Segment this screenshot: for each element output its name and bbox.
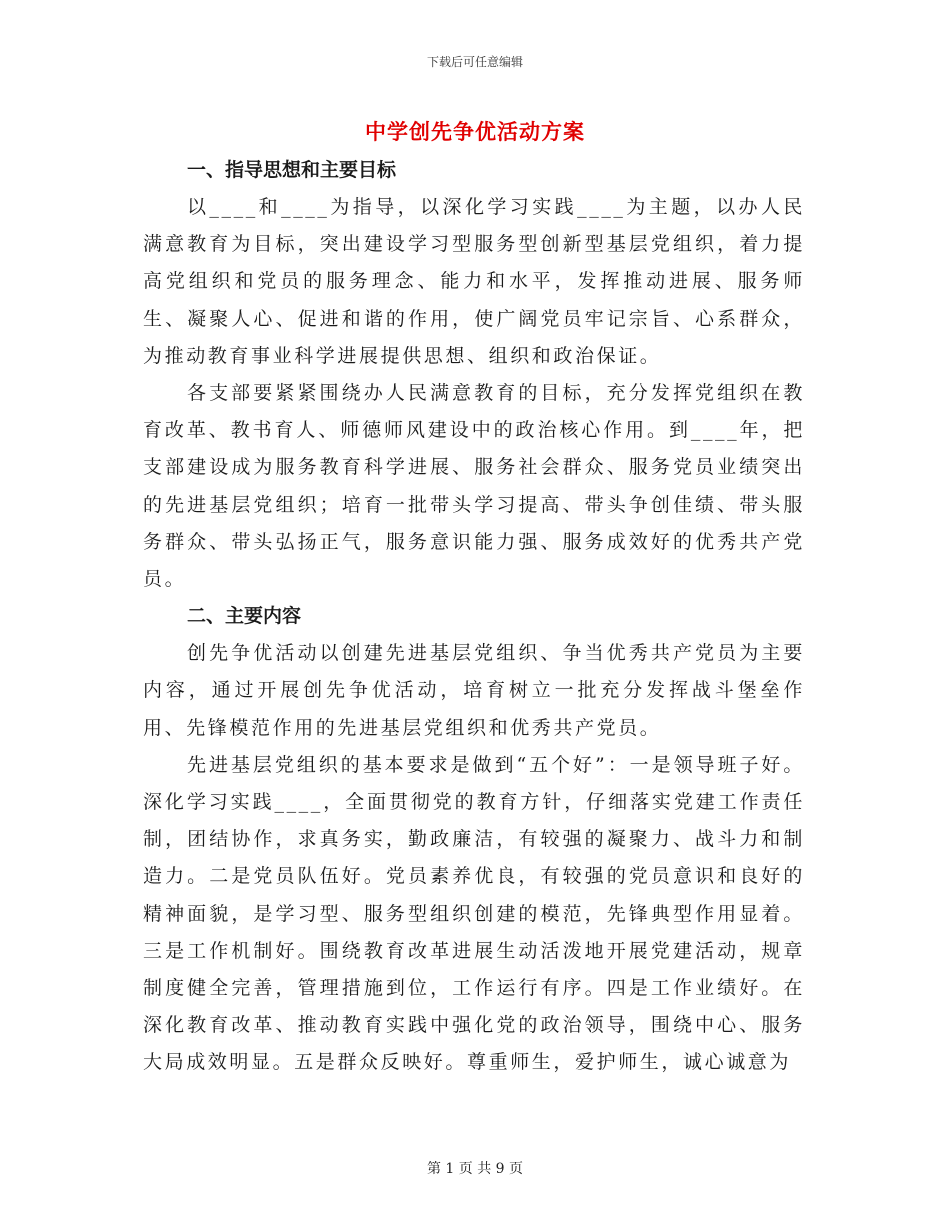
document-body: [143, 152, 805, 1082]
paragraph: 先进基层党组织的基本要求是做到“五个好”：一是领导班子好。深化学习实践____，全面贯彻党的教育方针，仔细落实党建工作责任制，团结协作，求真务实，勤政廉洁，有较强的凝聚力、战斗力和制造力。二是党员队伍好。党员素养优良，有较强的党员意识和良好的精神面貌，是学习型、服务型组织创建的模范，先锋典型作用显着。三是工作机制好。围绕教育改革进展生动活泼地开展党建活动，规章制度健全完善，管理措施到位，工作运行有序。四是工作业绩好。在深化教育改革、推动教育实践中强化党的政治领导，围绕中心、服务大局成效明显。五是群众反映好。尊重师生，爱护师生，诚心诚意为: [143, 753, 805, 1074]
paragraph: 以____和____为指导，以深化学习实践____为主题，以办人民满意教育为目标，突出建设学习型服务型创新型基层党组织，着力提高党组织和党员的服务理念、能力和水平，发挥推动进展、服务师生、凝聚人心、促进和谐的作用，使广阔党员牢记宗旨、心系群众，为推动教育事业科学进展提供思想、组织和政治保证。: [143, 196, 805, 367]
document-title: 中学创先争优活动方案: [365, 119, 585, 144]
paragraph: 创先争优活动以创建先进基层党组织、争当优秀共产党员为主要内容，通过开展创先争优活动，培育树立一批充分发挥战斗堡垒作用、先锋模范作用的先进基层党组织和优秀共产党员。: [143, 642, 805, 739]
section-heading: 一、指导思想和主要目标: [187, 159, 397, 181]
section-heading: 二、主要内容: [187, 605, 302, 628]
page-number: 第 1 页 共 9 页: [426, 1161, 524, 1177]
paragraph: 各支部要紧紧围绕办人民满意教育的目标，充分发挥党组织在教育改革、教书育人、师德师风建设中的政治核心作用。到____年，把支部建设成为服务教育科学进展、服务社会群众、服务党员业绩突出的先进基层党组织；培育一批带头学习提高、带头争创佳绩、带头服务群众、带头弘扬正气，服务意识能力强、服务成效好的优秀共产党员。: [143, 382, 805, 591]
header-note: 下载后可任意编辑: [426, 55, 523, 69]
